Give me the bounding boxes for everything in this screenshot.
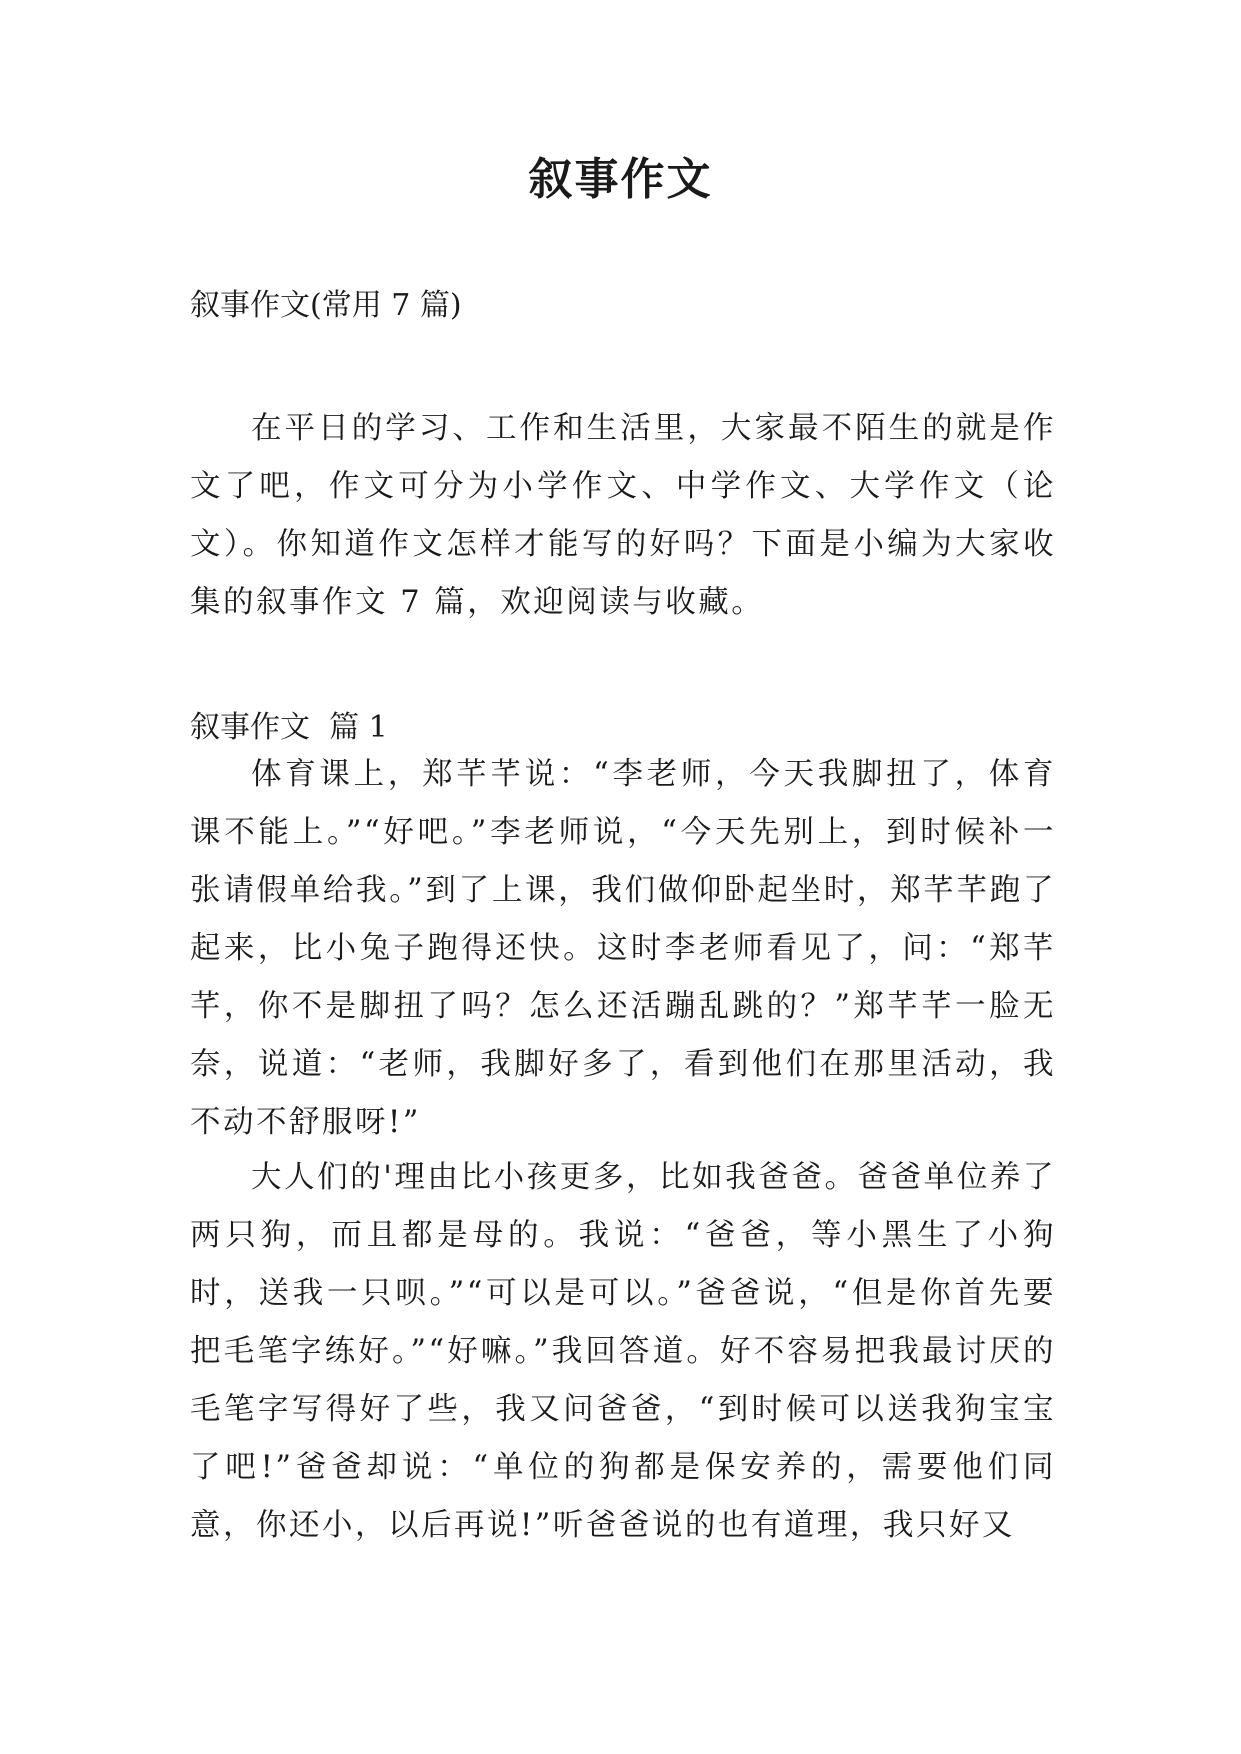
document-title: 叙事作文 bbox=[528, 154, 713, 205]
section-heading: 叙事作文 篇 1 bbox=[190, 710, 388, 745]
intro-paragraph: 在平日的学习、工作和生活里，大家最不陌生的就是作文了吧，作文可分为小学作文、中学作文、大学作文（论文）。你知道作文怎样才能写的好吗？下面是小编为大家收集的叙事作文 7 篇，欢迎阅读与收藏。 bbox=[190, 411, 1056, 620]
body-paragraph: 大人们的'理由比小孩更多，比如我爸爸。爸爸单位养了两只狗，而且都是母的。我说：“爸爸，等小黑生了小狗时，送我一只呗。”“可以是可以。”爸爸说，“但是你首先要把毛笔字练好。”“好嘛。”我回答道。好不容易把我最讨厌的毛笔字写得好了些，我又问爸爸，“到时候可以送我狗宝宝了吧!”爸爸却说：“单位的狗都是保安养的，需要他们同意，你还小，以后再说!”听爸爸说的也有道理，我只好又 bbox=[190, 1160, 1056, 1543]
body-paragraph: 体育课上，郑芊芊说：“李老师，今天我脚扭了，体育课不能上。”“好吧。”李老师说，“今天先别上，到时候补一张请假单给我。”到了上课，我们做仰卧起坐时，郑芊芊跑了起来，比小兔子跑得还快。这时李老师看见了，问：“郑芊芊，你不是脚扭了吗？怎么还活蹦乱跳的？”郑芊芊一脸无奈，说道：“老师，我脚好多了，看到他们在那里活动，我不动不舒服呀!” bbox=[190, 757, 1056, 1140]
document-subtitle: 叙事作文(常用 7 篇) bbox=[190, 288, 462, 323]
